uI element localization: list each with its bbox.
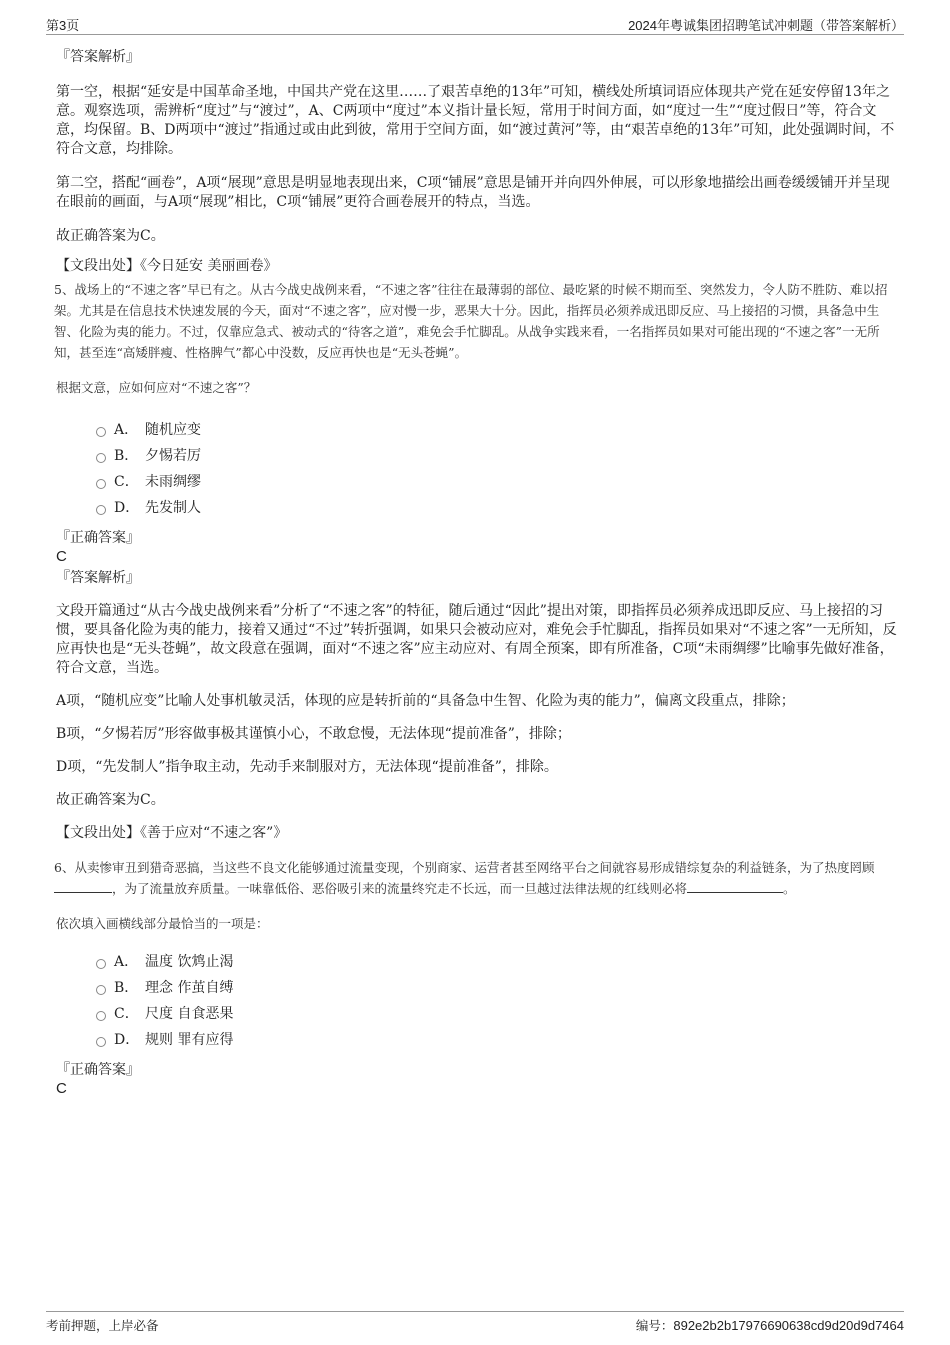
q4-source: 【文段出处】《今日延安 美丽画卷》 (56, 258, 278, 274)
q5-analysis-para-1: 文段开篇通过“从古今战史战例来看”分析了“不速之客”的特征，随后通过“因此”提出对策，即指挥员必须养成迅即反应、马上接招的习惯，要具备化险为夷的能力，接着又通过“不过”转折强调，如果只会被动应对，难免会手忙脚乱，指挥员如果对“不速之客”一无所知，反应再快也是“无头苍蝇”，故文段意在强调，面对“不速之客”应主动应对、有周全预案，即有所准备，C项“未雨绸缪”比喻事先做好准备，符合文意，当选。 (56, 603, 897, 676)
footer-slogan: 考前押题，上岸必备 (46, 1318, 159, 1333)
q6-options (56, 949, 900, 1053)
q5-answer-label: 『正确答案』 (56, 530, 140, 546)
q6-option-b[interactable]: B． 理念 作茧自缚 (56, 975, 900, 1001)
q6-text: 6、从卖惨审丑到猎奇恶搞，当这些不良文化能够通过流量变现，个别商家、运营者甚至网络平台之间就容易形成错综复杂的利益链条，为了热度罔顾，为了流量放弃质量。一味靠低俗、恶俗吸引来的流量终究走不长远，而一旦越过法律法规的红线则必将 。 (54, 860, 875, 896)
radio-icon[interactable] (96, 505, 106, 515)
radio-icon[interactable] (96, 1011, 106, 1021)
q5-option-d[interactable]: D． 先发制人 (56, 495, 900, 521)
radio-icon[interactable] (96, 959, 106, 969)
q5-answer: C (56, 548, 67, 565)
radio-icon[interactable] (96, 427, 106, 437)
radio-icon[interactable] (96, 453, 106, 463)
document-body (56, 44, 900, 1098)
q6-option-c[interactable]: C． 尺度 自食恶果 (56, 1001, 900, 1027)
page-number: 第3页 (46, 18, 80, 33)
q5-text: 5、战场上的“不速之客”早已有之。从古今战史战例来看，“不速之客”往往在最薄弱的部位、最吃紧的时候不期而至、突然发力，令人防不胜防、难以招架。尤其是在信息技术快速发展的今天，面对“不速之客”，应对慢一步，恶果大十分。因此，指挥员必须养成迅即反应、马上接招的习惯，具备急中生智、化险为夷的能力。不过，仅靠应急式、被动式的“待客之道”，难免会手忙脚乱。从战争实践来看，一名指挥员如果对可能出现的“不速之客”一无所知，甚至连“高矮胖瘦、性格脾气”都心中没数，反应再快也是“无头苍蝇”。 (54, 282, 888, 360)
q4-analysis-label: 『答案解析』 (56, 49, 140, 65)
q6-answer-label: 『正确答案』 (56, 1062, 140, 1078)
blank-1 (54, 879, 112, 893)
q4-analysis-para-2: 第二空，搭配“画卷”，A项“展现”意思是明显地表现出来，C项“铺展”意思是铺开并向四外伸展，可以形象地描绘出画卷缓缓铺开并呈现在眼前的画面，与A项“展现”相比，C项“铺展”更符合画卷展开的特点，当选。 (56, 175, 890, 210)
q5-option-c[interactable]: C． 未雨绸缪 (56, 469, 900, 495)
q4-analysis-para-1: 第一空，根据“延安是中国革命圣地，中国共产党在这里……了艰苦卓绝的13年”可知，横线处所填词语应体现共产党在延安停留13年之意。观察选项，需辨析“度过”与“渡过”，A、C两项中“度过”本义指计量长短，常用于时间方面，如“度过一生”“度过假日”等，符合文意，均保留。B、D两项中“渡过”指通过或由此到彼，常用于空间方面，如“渡过黄河”等，由“艰苦卓绝的13年”可知，此处强调时间，不符合文意，均排除。 (56, 84, 895, 157)
q5-prompt: 根据文意，应如何应对“不速之客”？ (56, 380, 257, 395)
q5-option-a[interactable]: A． 随机应变 (56, 417, 900, 443)
q6-prompt: 依次填入画横线部分最恰当的一项是： (56, 916, 269, 931)
q5-source: 【文段出处】《善于应对“不速之客”》 (56, 825, 288, 841)
q5-analysis-para-4: D项，“先发制人”指争取主动，先动手来制服对方，无法体现“提前准备”，排除。 (56, 759, 558, 775)
page-header (46, 12, 904, 35)
q6-answer: C (56, 1080, 67, 1097)
q5-analysis-para-2: A项，“随机应变”比喻人处事机敏灵活，体现的应是转折前的“具备急中生智、化险为夷的能力”，偏离文段重点，排除； (56, 693, 795, 709)
footer-serial (636, 1316, 904, 1334)
radio-icon[interactable] (96, 479, 106, 489)
q4-conclusion: 故正确答案为C。 (56, 228, 165, 244)
serial-label: 编号： (635, 1318, 674, 1333)
q5-analysis-para-3: B项，“夕惕若厉”形容做事极其谨慎小心，不敢怠慢，无法体现“提前准备”，排除； (56, 726, 571, 742)
radio-icon[interactable] (96, 1037, 106, 1047)
document-title: 2024年粤诚集团招聘笔试冲刺题（带答案解析） (628, 18, 904, 33)
page-footer (46, 1311, 904, 1336)
q5-conclusion: 故正确答案为C。 (56, 792, 165, 808)
blank-2 (687, 879, 783, 893)
q5-option-b[interactable]: B． 夕惕若厉 (56, 443, 900, 469)
q6-option-d[interactable]: D． 规则 罪有应得 (56, 1027, 900, 1053)
q5-analysis-label: 『答案解析』 (56, 570, 140, 586)
radio-icon[interactable] (96, 985, 106, 995)
serial-number: 892e2b2b17976690638cd9d20d9d7464 (673, 1318, 904, 1333)
q6-option-a[interactable]: A． 温度 饮鸩止渴 (56, 949, 900, 975)
q5-options (56, 417, 900, 521)
